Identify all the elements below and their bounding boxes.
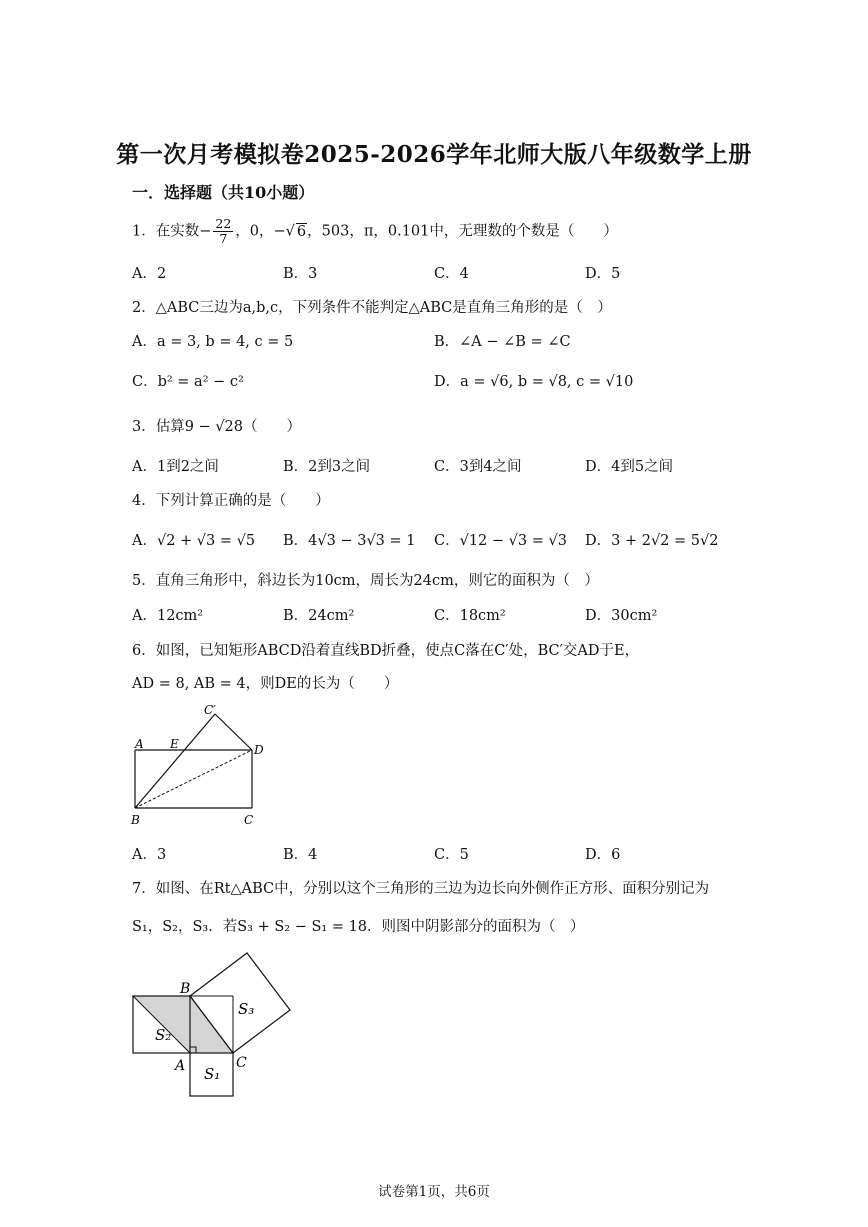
- diagonal-bd: [135, 750, 252, 808]
- label-s1: S₁: [204, 1065, 221, 1083]
- segment-bc-prime: [135, 714, 215, 808]
- q2-option-c: C．b² = a² − c²: [132, 374, 244, 390]
- label-c: C: [244, 813, 254, 827]
- page-footer: 试卷第1页，共6页: [378, 1184, 490, 1200]
- label-d: D: [254, 743, 264, 757]
- label-c: C: [236, 1055, 247, 1071]
- q3-option-b: B．2到3之间: [283, 459, 371, 475]
- label-s3: S₃: [238, 1000, 255, 1018]
- q4-option-a: A．√2 + √3 = √5: [132, 533, 256, 549]
- question-6-line-1: 6．如图，已知矩形ABCD沿着直线BD折叠，使点C落在C′处，BC′交AD于E，: [132, 643, 640, 659]
- label-s2: S₂: [155, 1026, 172, 1044]
- q4-option-d: D．3 + 2√2 = 5√2: [585, 533, 719, 549]
- q1-stem-prefix: 1．在实数: [132, 223, 200, 240]
- q5-option-c: C．18cm²: [434, 608, 506, 624]
- label-b: B: [131, 813, 140, 827]
- q2-option-d: D．a = √6, b = √8, c = √10: [434, 374, 634, 390]
- question-2-stem: 2．△ABC三边为a,b,c，下列条件不能判定△ABC是直角三角形的是（ ）: [132, 300, 612, 316]
- q5-option-a: A．12cm²: [132, 608, 204, 624]
- q2-option-a: A．a = 3, b = 4, c = 5: [132, 334, 294, 350]
- q5-option-b: B．24cm²: [283, 608, 355, 624]
- q1-fraction-denominator: 7: [219, 231, 228, 246]
- q1-option-a: A．2: [132, 266, 167, 282]
- label-c-prime: C′: [204, 703, 216, 717]
- segment-c-prime-d: [215, 714, 252, 750]
- q3-option-c: C．3到4之间: [434, 459, 522, 475]
- question-1-stem: 1．在实数− $\frac{22}{7}$ ，0，−√ 6，503，π，0.101中，无理数的个数是（ ）: [132, 216, 618, 246]
- label-e: E: [170, 737, 179, 751]
- q1-stem-suffix: ，503，π，0.101中，无理数的个数是（ ）: [307, 223, 618, 240]
- page-title: 第一次月考模拟卷2025-2026学年北师大版八年级数学上册: [116, 141, 752, 168]
- q3-option-a: A．1到2之间: [132, 459, 219, 475]
- q4-option-b: B．4√3 − 3√3 = 1: [283, 533, 416, 549]
- q6-option-b: B．4: [283, 847, 318, 863]
- question-6-line-2: AD = 8, AB = 4，则DE的长为（ ）: [132, 676, 399, 692]
- q6-option-c: C．5: [434, 847, 469, 863]
- rectangle-fold-figure: [125, 700, 275, 830]
- label-a: A: [135, 737, 144, 751]
- q1-stem-middle: ，0，: [235, 223, 274, 240]
- q5-option-d: D．30cm²: [585, 608, 658, 624]
- q4-option-c: C．√12 − √3 = √3: [434, 533, 567, 549]
- question-5-stem: 5．直角三角形中，斜边长为10cm，周长为24cm，则它的面积为（ ）: [132, 573, 599, 589]
- shaded-triangle-left: [133, 996, 190, 1053]
- q1-option-c: C．4: [434, 266, 469, 282]
- question-7-line-1: 7．如图、在Rt△ABC中，分别以这个三角形的三边为边长向外侧作正方形、面积分别记为: [132, 881, 710, 897]
- question-4-stem: 4．下列计算正确的是（ ）: [132, 493, 330, 509]
- q3-option-d: D．4到5之间: [585, 459, 674, 475]
- q1-fraction-numerator: 22: [215, 216, 232, 231]
- pythagorean-squares-figure: [125, 948, 300, 1103]
- section-heading: 一．选择题（共10小题）: [132, 183, 315, 202]
- q1-option-d: D．5: [585, 266, 621, 282]
- question-3-stem: 3．估算9 − √28（ ）: [132, 419, 302, 435]
- label-b: B: [180, 981, 191, 997]
- q6-option-a: A．3: [132, 847, 167, 863]
- question-7-line-2: S₁，S₂，S₃．若S₃ + S₂ − S₁ = 18．则图中阴影部分的面积为（ ）: [132, 919, 585, 935]
- q1-sqrt-value: 6: [296, 223, 307, 240]
- q2-option-b: B．∠A − ∠B = ∠C: [434, 334, 571, 350]
- q1-fraction: [213, 217, 233, 246]
- q6-option-d: D．6: [585, 847, 621, 863]
- label-a: A: [175, 1058, 186, 1074]
- q1-option-b: B．3: [283, 266, 318, 282]
